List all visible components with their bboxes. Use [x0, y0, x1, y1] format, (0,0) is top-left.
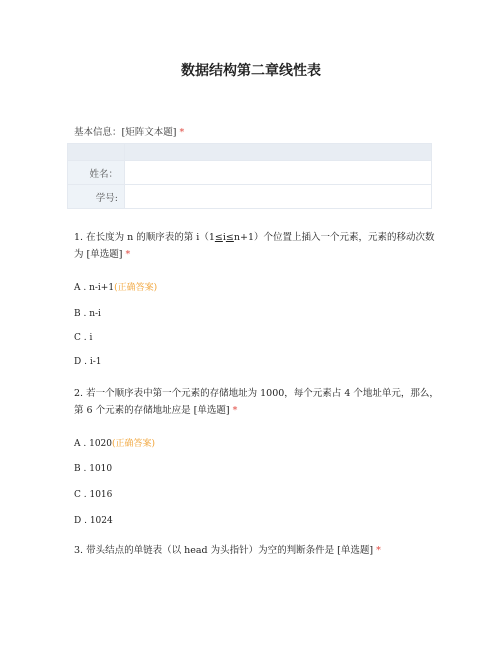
- option-separator: .: [80, 490, 90, 500]
- option-separator: .: [81, 357, 90, 367]
- student-id-field[interactable]: [125, 185, 432, 209]
- question-text: n+1）个位置上插入一个元素，元素的移动次数为: [74, 232, 435, 260]
- student-id-label: 学号:: [68, 185, 125, 209]
- question-number: 1.: [74, 232, 84, 243]
- option-text: n-i: [89, 309, 101, 319]
- option-letter: D: [74, 357, 82, 367]
- option-text: 1024: [89, 516, 113, 526]
- option-d[interactable]: [74, 357, 101, 367]
- option-letter: B: [74, 309, 81, 319]
- question-text: 在长度为 n 的顺序表的第 i（1: [86, 232, 215, 243]
- option-separator: .: [80, 283, 90, 293]
- question-number: 2.: [74, 388, 84, 399]
- option-text: 1016: [89, 490, 113, 500]
- table-header-row: [68, 144, 432, 161]
- table-header-cell: [125, 144, 432, 161]
- basic-info-text: 基本信息：[矩阵文本题]: [74, 127, 177, 138]
- correct-answer-label: (正确答案): [114, 283, 158, 293]
- question-number: 3.: [74, 545, 84, 556]
- question-2: [74, 385, 439, 419]
- option-letter: A: [74, 439, 81, 449]
- option-separator: .: [80, 464, 90, 474]
- basic-info-table: [67, 143, 432, 209]
- option-letter: C: [74, 333, 81, 343]
- page-title: 数据结构第二章线性表: [181, 63, 321, 79]
- option-c[interactable]: [74, 333, 92, 343]
- option-b[interactable]: [74, 309, 101, 319]
- option-separator: .: [80, 309, 90, 319]
- basic-info-label: [74, 124, 184, 138]
- required-mark: *: [376, 545, 381, 556]
- question-text: 带头结点的单链表（以 head 为头指针）为空的判断条件是: [86, 545, 335, 556]
- question-text: i: [222, 232, 226, 243]
- table-row: [68, 185, 432, 209]
- name-field[interactable]: [125, 161, 432, 185]
- table-row: [68, 161, 432, 185]
- question-type: [单选题]: [86, 249, 123, 260]
- required-mark: *: [125, 249, 131, 260]
- option-c[interactable]: [74, 490, 112, 500]
- question-3: [74, 542, 439, 559]
- question-type: [单选题]: [193, 405, 230, 416]
- option-letter: C: [74, 490, 81, 500]
- option-text: i: [89, 333, 93, 343]
- question-type: [单选题]: [337, 545, 374, 556]
- option-d[interactable]: [74, 516, 113, 526]
- option-letter: B: [74, 464, 81, 474]
- question-text: ≤: [214, 232, 223, 243]
- table-header-cell: [68, 144, 125, 161]
- question-1: [74, 229, 439, 263]
- option-letter: D: [74, 516, 82, 526]
- question-text: 若一个顺序表中第一个元素的存储地址为 1000，每个元素占 4 个地址单元，那么，第 6 个元素的存储地址应是: [74, 388, 439, 416]
- option-separator: .: [80, 333, 90, 343]
- option-text: i-1: [89, 357, 102, 367]
- correct-answer-label: (正确答案): [112, 439, 156, 449]
- required-mark: *: [179, 127, 185, 138]
- option-letter: A: [74, 283, 81, 293]
- option-text: 1010: [89, 464, 113, 474]
- name-label: 姓名：: [68, 161, 125, 185]
- required-mark: *: [232, 405, 238, 416]
- option-a[interactable]: [74, 280, 157, 293]
- option-text: n-i+1: [89, 283, 115, 293]
- option-separator: .: [80, 439, 90, 449]
- option-a[interactable]: [74, 436, 155, 449]
- option-b[interactable]: [74, 464, 112, 474]
- question-text: ≤: [225, 232, 234, 243]
- option-separator: .: [81, 516, 90, 526]
- option-text: 1020: [89, 439, 112, 449]
